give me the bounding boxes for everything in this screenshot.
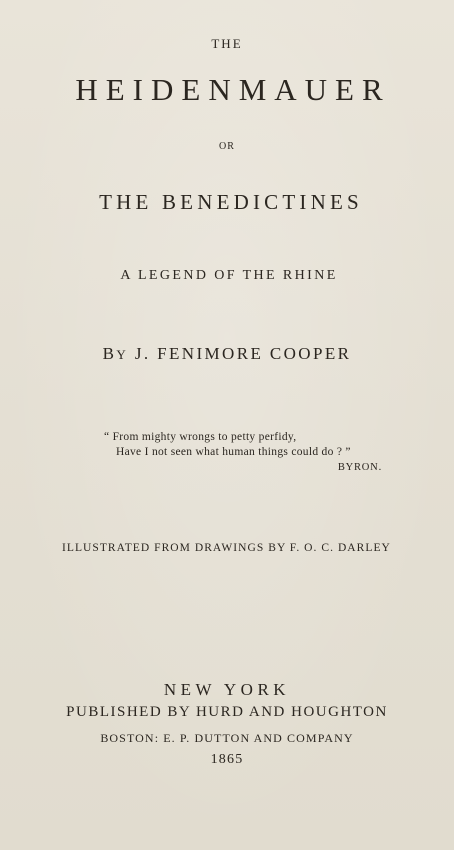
epigraph — [104, 430, 404, 475]
author-line — [0, 344, 454, 364]
imprint-year: 1865 — [210, 752, 244, 767]
book-description: A LEGEND OF THE RHINE — [120, 268, 338, 283]
book-title: HEIDENMAUER — [75, 72, 391, 107]
title-article: THE — [211, 36, 243, 51]
book-subtitle: THE BENEDICTINES — [99, 190, 363, 214]
author-name: J. FENIMORE COOPER — [134, 344, 352, 363]
epigraph-line-1: “ From mighty wrongs to petty perfidy, — [104, 431, 297, 443]
imprint-publisher: PUBLISHED BY HURD AND HOUGHTON — [66, 704, 388, 720]
author-by-initial: B — [102, 344, 117, 363]
imprint-city: NEW YORK — [163, 680, 291, 699]
illustration-credit: ILLUSTRATED FROM DRAWINGS BY F. O. C. DARLEY — [62, 542, 391, 554]
epigraph-attribution: BYRON. — [337, 462, 382, 473]
author-by-rest: Y — [116, 347, 129, 362]
imprint-boston: BOSTON: E. P. DUTTON AND COMPANY — [100, 731, 354, 745]
title-conjunction: OR — [219, 141, 235, 152]
epigraph-line-2: Have I not seen what human things could do ? ” — [116, 446, 351, 458]
